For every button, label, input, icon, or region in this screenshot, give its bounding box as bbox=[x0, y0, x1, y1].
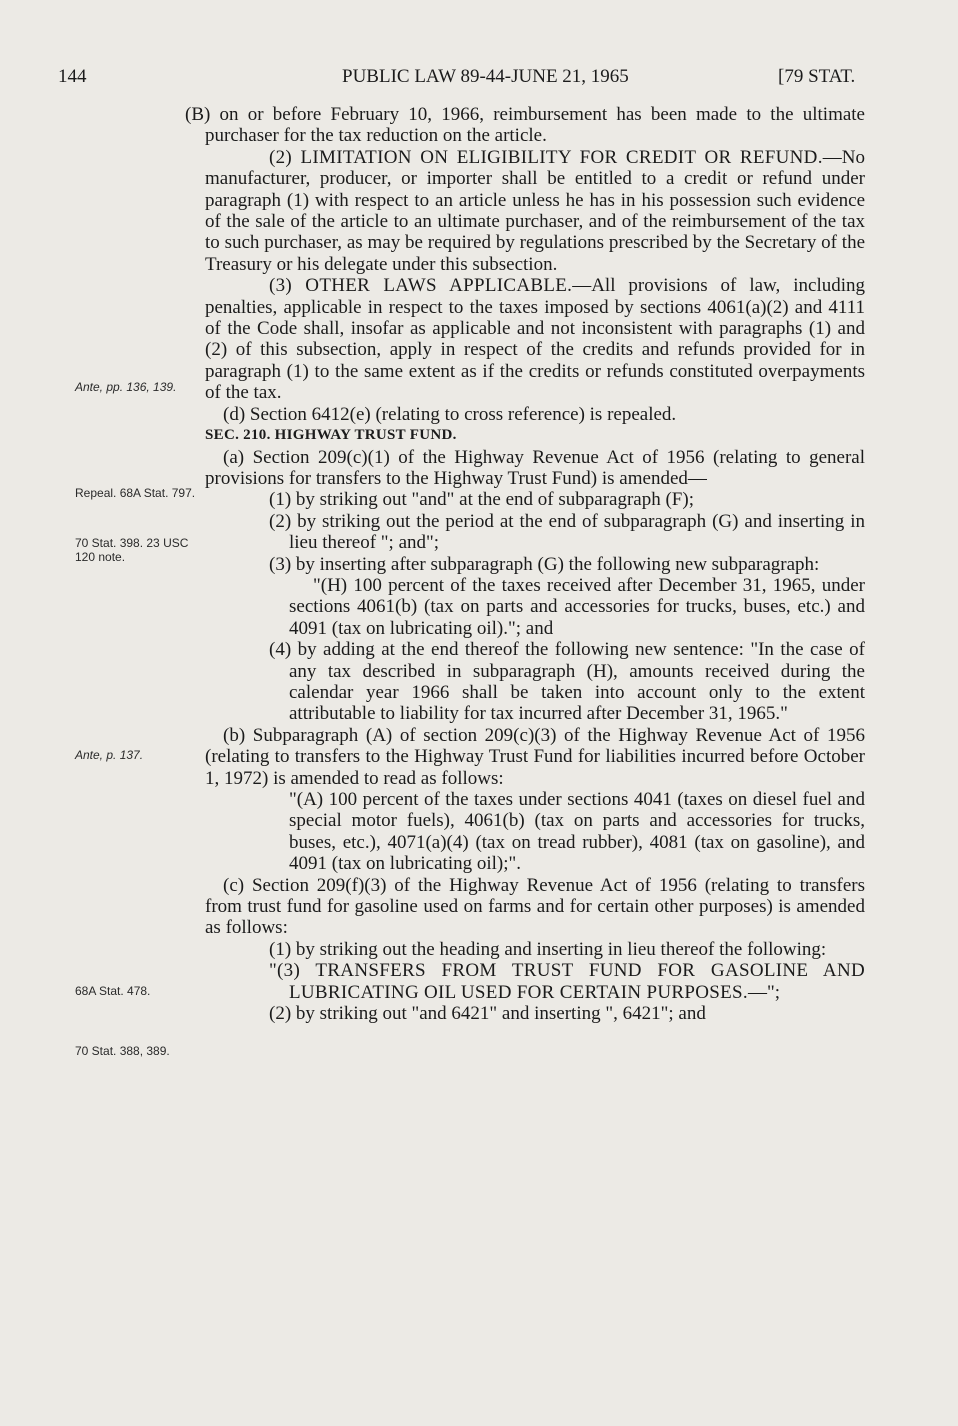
paragraph: (1) by striking out "and" at the end of subparagraph (F); bbox=[269, 489, 694, 511]
paragraph: (d) Section 6412(e) (relating to cross reference) is repealed. bbox=[223, 403, 677, 425]
paragraph: "(3) TRANSFERS FROM TRUST FUND FOR GASOLINE AND LUBRICATING OIL USED FOR CERTAIN PURPOSES.—"; bbox=[269, 960, 865, 1003]
paragraph: (B) on or before February 10, 1966, reimbursement has been made to the ultimate purchaser for the tax reduction on the article. bbox=[185, 104, 865, 147]
margin-note: 70 Stat. 388, 389. bbox=[75, 1044, 170, 1058]
paragraph: (3) OTHER LAWS APPLICABLE.—All provisions of law, including penalties, applicable in respect to the taxes imposed by sections 4061(a)(2) and 4111 of the Code shall, insofar as applicable and not inconsistent with paragraphs (1) and (2) of this subsection, apply in respect of the credits and refunds provided for in paragraph (1) to the same extent as if the credits or refunds constituted overpayments of the tax. bbox=[205, 275, 865, 404]
running-title: PUBLIC LAW 89-44-JUNE 21, 1965 bbox=[342, 66, 629, 87]
paragraph: (2) by striking out the period at the end of subparagraph (G) and inserting in lieu thereof "; and"; bbox=[269, 510, 865, 554]
body-text bbox=[185, 104, 865, 1025]
paragraph: "(A) 100 percent of the taxes under sections 4041 (taxes on diesel fuel and special motor fuels), 4061(b) (tax on parts and accessories for trucks, buses, etc.), 4071(a)(4) (tax on tread rubber), 4081 (tax on gasoline), and 4091 (tax on lubricating oil);". bbox=[289, 789, 865, 875]
section-heading: SEC. 210. HIGHWAY TRUST FUND. bbox=[205, 427, 457, 444]
paragraph: (2) LIMITATION ON ELIGIBILITY FOR CREDIT OR REFUND.—No manufacturer, producer, or importer shall be entitled to a credit or refund under paragraph (1) with respect to an article unless he has in his possession such evidence of the sale of the article to an ultimate purchaser, and of the reimbursement of the tax to such purchaser, as may be required by regulations prescribed by the Secretary of the Treasury or his delegate under this subsection. bbox=[205, 146, 865, 275]
margin-note: 70 Stat. 398. 23 USC 120 note. bbox=[75, 536, 189, 564]
paragraph: (1) by striking out the heading and inserting in lieu thereof the following: bbox=[269, 938, 827, 960]
margin-note: 68A Stat. 478. bbox=[75, 984, 151, 998]
paragraph: (3) by inserting after subparagraph (G) the following new subparagraph: bbox=[269, 553, 820, 575]
margin-note: Ante, pp. 136, 139. bbox=[75, 380, 177, 394]
margin-note: Ante, p. 137. bbox=[75, 748, 144, 762]
paragraph: (b) Subparagraph (A) of section 209(c)(3) of the Highway Revenue Act of 1956 (relating to transfers to the Highway Trust Fund for liabilities incurred before October 1, 1972) is amended to read as follows: bbox=[205, 724, 865, 789]
paragraph: (2) by striking out "and 6421" and inserting ", 6421"; and bbox=[269, 1003, 706, 1025]
paragraph: (c) Section 209(f)(3) of the Highway Revenue Act of 1956 (relating to transfers from trust fund for gasoline used on farms and for certain other purposes) is amended as follows: bbox=[205, 874, 865, 939]
paragraph: "(H) 100 percent of the taxes received after December 31, 1965, under sections 4061(b) (tax on parts and accessories for trucks, buses, etc.) and 4091 (tax on lubricating oil)."; and bbox=[289, 574, 865, 639]
paragraph: (4) by adding at the end thereof the following new sentence: "In the case of any tax described in subparagraph (H), amounts received during the calendar year 1966 shall be taken into account only to the extent attributable to liability for tax incurred after December 31, 1965." bbox=[269, 639, 865, 725]
paragraph: (a) Section 209(c)(1) of the Highway Revenue Act of 1956 (relating to general provisions for transfers to the Highway Trust Fund) is amended— bbox=[205, 446, 865, 489]
volume-reference: [79 STAT. bbox=[778, 66, 856, 87]
page-number: 144 bbox=[58, 66, 87, 87]
margin-note: Repeal. 68A Stat. 797. bbox=[75, 486, 196, 500]
